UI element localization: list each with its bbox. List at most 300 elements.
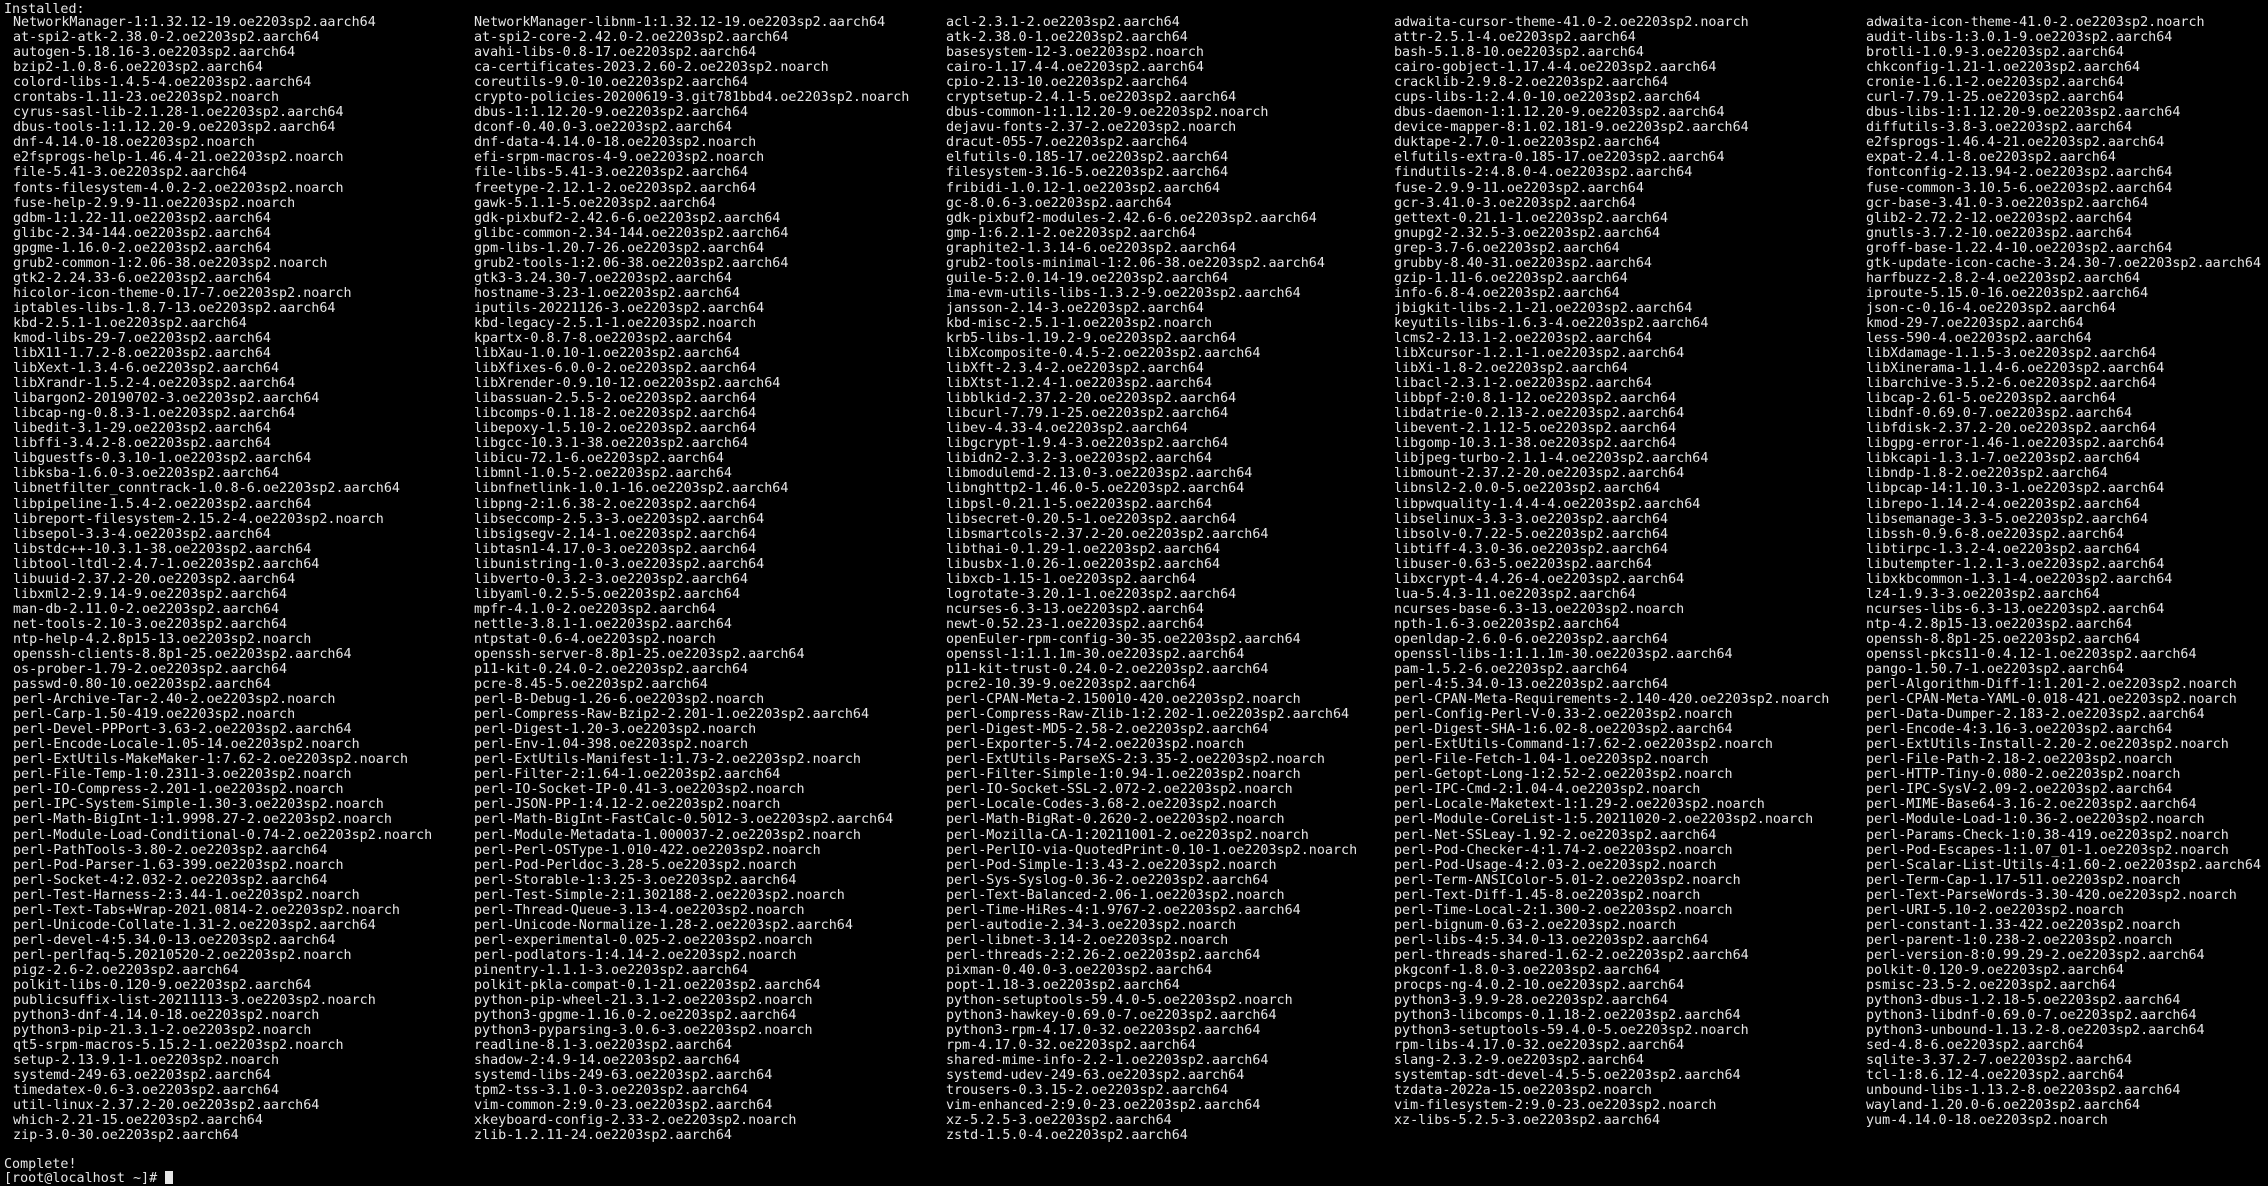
- package-entry: perl-File-Fetch-1.04-1.oe2203sp2.noarch: [1394, 752, 1709, 768]
- package-entry: cairo-1.17.4-4.oe2203sp2.aarch64: [946, 60, 1204, 76]
- package-entry: brotli-1.0.9-3.oe2203sp2.aarch64: [1866, 45, 2124, 61]
- package-column-2: [474, 15, 909, 1144]
- package-entry: readline-8.1-3.oe2203sp2.aarch64: [474, 1038, 732, 1054]
- package-entry: gawk-5.1.1-5.oe2203sp2.aarch64: [474, 195, 716, 211]
- package-entry: zstd-1.5.0-4.oe2203sp2.aarch64: [946, 1128, 1188, 1144]
- package-entry: gdk-pixbuf2-modules-2.42.6-6.oe2203sp2.aarch64: [946, 210, 1317, 226]
- package-entry: bzip2-1.0.8-6.oe2203sp2.aarch64: [13, 60, 263, 76]
- package-entry: gdbm-1:1.22-11.oe2203sp2.aarch64: [13, 210, 271, 226]
- package-entry: ntp-help-4.2.8p15-13.oe2203sp2.noarch: [13, 631, 312, 647]
- package-entry: graphite2-1.3.14-6.oe2203sp2.aarch64: [946, 240, 1237, 256]
- package-entry: perl-libnet-3.14-2.oe2203sp2.noarch: [946, 932, 1229, 948]
- package-entry: python3-3.9.9-28.oe2203sp2.aarch64: [1394, 993, 1669, 1009]
- package-entry: perl-Archive-Tar-2.40-2.oe2203sp2.noarch: [13, 692, 336, 708]
- package-entry: libpwquality-1.4.4-4.oe2203sp2.aarch64: [1394, 496, 1701, 512]
- package-entry: perl-Term-Cap-1.17-511.oe2203sp2.noarch: [1866, 872, 2181, 888]
- package-entry: perl-Text-Tabs+Wrap-2021.0814-2.oe2203sp2.noarch: [13, 902, 400, 918]
- package-entry: perl-IO-Compress-2.201-1.oe2203sp2.noarch: [13, 782, 344, 798]
- package-entry: libxcb-1.15-1.oe2203sp2.aarch64: [946, 571, 1196, 587]
- package-entry: iputils-20221126-3.oe2203sp2.aarch64: [474, 300, 765, 316]
- package-entry: pixman-0.40.0-3.oe2203sp2.aarch64: [946, 962, 1213, 978]
- package-entry: libXcomposite-0.4.5-2.oe2203sp2.aarch64: [946, 346, 1261, 362]
- package-entry: perl-ExtUtils-ParseXS-2:3.35-2.oe2203sp2.noarch: [946, 752, 1325, 768]
- package-entry: chkconfig-1.21-1.oe2203sp2.aarch64: [1866, 60, 2141, 76]
- package-entry: openssl-libs-1:1.1.1m-30.oe2203sp2.aarch64: [1394, 646, 1733, 662]
- package-entry: colord-libs-1.4.5-4.oe2203sp2.aarch64: [13, 75, 312, 91]
- package-entry: perl-threads-shared-1.62-2.oe2203sp2.aarch64: [1394, 947, 1749, 963]
- package-entry: dnf-4.14.0-18.oe2203sp2.noarch: [13, 135, 255, 151]
- package-entry: perl-Test-Harness-2:3.44-1.oe2203sp2.noarch: [13, 887, 360, 903]
- package-entry: less-590-4.oe2203sp2.aarch64: [1866, 330, 2092, 346]
- package-entry: perl-Thread-Queue-3.13-4.oe2203sp2.noarch: [474, 902, 805, 918]
- package-entry: cairo-gobject-1.17.4-4.oe2203sp2.aarch64: [1394, 60, 1717, 76]
- package-entry: glibc-2.34-144.oe2203sp2.aarch64: [13, 225, 271, 241]
- package-entry: perl-parent-1:0.238-2.oe2203sp2.noarch: [1866, 932, 2173, 948]
- package-entry: ca-certificates-2023.2.60-2.oe2203sp2.noarch: [474, 60, 829, 76]
- package-entry: at-spi2-atk-2.38.0-2.oe2203sp2.aarch64: [13, 30, 320, 46]
- package-entry: perl-threads-2:2.26-2.oe2203sp2.aarch64: [946, 947, 1261, 963]
- package-entry: gpgme-1.16.0-2.oe2203sp2.aarch64: [13, 240, 271, 256]
- package-entry: xz-libs-5.2.5-3.oe2203sp2.aarch64: [1394, 1113, 1661, 1129]
- package-entry: libmnl-1.0.5-2.oe2203sp2.aarch64: [474, 466, 732, 482]
- package-entry: perl-Encode-Locale-1.05-14.oe2203sp2.noarch: [13, 737, 360, 753]
- installed-header: Installed:: [4, 2, 85, 17]
- package-entry: setup-2.13.9.1-1.oe2203sp2.noarch: [13, 1053, 280, 1069]
- package-entry: rpm-libs-4.17.0-32.oe2203sp2.aarch64: [1394, 1038, 1685, 1054]
- package-entry: dbus-1:1.12.20-9.oe2203sp2.aarch64: [474, 105, 749, 121]
- package-entry: vim-filesystem-2:9.0-23.oe2203sp2.noarch: [1394, 1098, 1717, 1114]
- package-entry: libsepol-3.3-4.oe2203sp2.aarch64: [13, 526, 271, 542]
- package-entry: basesystem-12-3.oe2203sp2.noarch: [946, 45, 1204, 61]
- package-entry: info-6.8-4.oe2203sp2.aarch64: [1394, 285, 1620, 301]
- package-entry: libverto-0.3.2-3.oe2203sp2.aarch64: [474, 571, 749, 587]
- package-entry: openssh-8.8p1-25.oe2203sp2.aarch64: [1866, 631, 2141, 647]
- package-entry: elfutils-extra-0.185-17.oe2203sp2.aarch64: [1394, 150, 1725, 166]
- package-entry: dnf-data-4.14.0-18.oe2203sp2.noarch: [474, 135, 757, 151]
- package-entry: libacl-2.3.1-2.oe2203sp2.aarch64: [1394, 376, 1652, 392]
- package-entry: perl-Exporter-5.74-2.oe2203sp2.noarch: [946, 737, 1245, 753]
- package-entry: perl-Perl-OSType-1.010-422.oe2203sp2.noarch: [474, 842, 821, 858]
- package-entry: libsmartcols-2.37.2-20.oe2203sp2.aarch64: [946, 526, 1269, 542]
- package-entry: libedit-3.1-29.oe2203sp2.aarch64: [13, 421, 271, 437]
- package-entry: util-linux-2.37.2-20.oe2203sp2.aarch64: [13, 1098, 320, 1114]
- package-entry: perl-Socket-4:2.032-2.oe2203sp2.aarch64: [13, 872, 328, 888]
- package-entry: libnetfilter_conntrack-1.0.8-6.oe2203sp2.aarch64: [13, 481, 400, 497]
- package-entry: p11-kit-0.24.0-2.oe2203sp2.aarch64: [474, 662, 749, 678]
- package-entry: passwd-0.80-10.oe2203sp2.aarch64: [13, 677, 271, 693]
- package-entry: libXrender-0.9.10-12.oe2203sp2.aarch64: [474, 376, 781, 392]
- package-entry: libdnf-0.69.0-7.oe2203sp2.aarch64: [1866, 406, 2133, 422]
- package-entry: tpm2-tss-3.1.0-3.oe2203sp2.aarch64: [474, 1083, 749, 1099]
- package-entry: libseccomp-2.5.3-3.oe2203sp2.aarch64: [474, 511, 765, 527]
- package-entry: libndp-1.8-2.oe2203sp2.aarch64: [1866, 466, 2108, 482]
- package-entry: xkeyboard-config-2.33-2.oe2203sp2.noarch: [474, 1113, 797, 1129]
- package-entry: perl-File-Path-2.18-2.oe2203sp2.noarch: [1866, 752, 2173, 768]
- package-entry: json-c-0.16-4.oe2203sp2.aarch64: [1866, 300, 2116, 316]
- package-column-5: [1866, 15, 2261, 1128]
- package-entry: wayland-1.20.0-6.oe2203sp2.aarch64: [1866, 1098, 2141, 1114]
- package-entry: ncurses-6.3-13.oe2203sp2.aarch64: [946, 601, 1204, 617]
- package-entry: pam-1.5.2-6.oe2203sp2.aarch64: [1394, 662, 1628, 678]
- package-entry: perl-Algorithm-Diff-1:1.201-2.oe2203sp2.noarch: [1866, 677, 2237, 693]
- package-entry: guile-5:2.0.14-19.oe2203sp2.aarch64: [946, 270, 1229, 286]
- package-column-3: [946, 15, 1357, 1144]
- package-entry: gtk3-3.24.30-7.oe2203sp2.aarch64: [474, 270, 732, 286]
- package-entry: os-prober-1.79-2.oe2203sp2.aarch64: [13, 662, 288, 678]
- shell-prompt[interactable]: [4, 1171, 173, 1186]
- package-entry: mpfr-4.1.0-2.oe2203sp2.aarch64: [474, 601, 716, 617]
- package-entry: libevent-2.1.12-5.oe2203sp2.aarch64: [1394, 421, 1677, 437]
- package-entry: python3-unbound-1.13.2-8.oe2203sp2.aarch64: [1866, 1023, 2205, 1039]
- package-entry: libcap-ng-0.8.3-1.oe2203sp2.aarch64: [13, 406, 296, 422]
- package-entry: vim-common-2:9.0-23.oe2203sp2.aarch64: [474, 1098, 773, 1114]
- package-entry: crypto-policies-20200619-3.git781bbd4.oe2203sp2.noarch: [474, 90, 910, 106]
- package-entry: perl-Math-BigInt-1:1.9998.27-2.oe2203sp2.noarch: [13, 812, 392, 828]
- package-entry: python3-setuptools-59.4.0-5.oe2203sp2.noarch: [1394, 1023, 1749, 1039]
- package-entry: perl-Pod-Usage-4:2.03-2.oe2203sp2.noarch: [1394, 857, 1717, 873]
- package-entry: libreport-filesystem-2.15.2-4.oe2203sp2.noarch: [13, 511, 384, 527]
- package-entry: unbound-libs-1.13.2-8.oe2203sp2.aarch64: [1866, 1083, 2181, 1099]
- package-entry: adwaita-icon-theme-41.0-2.oe2203sp2.noarch: [1866, 15, 2205, 30]
- package-entry: python3-libdnf-0.69.0-7.oe2203sp2.aarch64: [1866, 1008, 2197, 1024]
- package-entry: man-db-2.11.0-2.oe2203sp2.aarch64: [13, 601, 280, 617]
- package-entry: perl-CPAN-Meta-2.150010-420.oe2203sp2.noarch: [946, 692, 1301, 708]
- package-entry: npth-1.6-3.oe2203sp2.aarch64: [1394, 616, 1620, 632]
- package-entry: openssh-server-8.8p1-25.oe2203sp2.aarch64: [474, 646, 805, 662]
- package-entry: perl-B-Debug-1.26-6.oe2203sp2.noarch: [474, 692, 765, 708]
- package-entry: libsecret-0.20.5-1.oe2203sp2.aarch64: [946, 511, 1237, 527]
- package-entry: grub2-tools-1:2.06-38.oe2203sp2.aarch64: [474, 255, 789, 271]
- package-entry: perl-Locale-Maketext-1:1.29-2.oe2203sp2.noarch: [1394, 797, 1765, 813]
- package-entry: perl-Term-ANSIColor-5.01-2.oe2203sp2.noarch: [1394, 872, 1741, 888]
- package-entry: perl-Text-Diff-1.45-8.oe2203sp2.noarch: [1394, 887, 1701, 903]
- package-entry: perl-PerlIO-via-QuotedPrint-0.10-1.oe2203sp2.noarch: [946, 842, 1358, 858]
- package-columns: [0, 15, 2268, 1144]
- package-entry: polkit-libs-0.120-9.oe2203sp2.aarch64: [13, 978, 312, 993]
- package-entry: libXi-1.8-2.oe2203sp2.aarch64: [1394, 361, 1628, 377]
- package-entry: perl-podlators-1:4.14-2.oe2203sp2.noarch: [474, 947, 797, 963]
- package-entry: fontconfig-2.13.94-2.oe2203sp2.aarch64: [1866, 165, 2173, 181]
- package-entry: hostname-3.23-1.oe2203sp2.aarch64: [474, 285, 741, 301]
- package-entry: avahi-libs-0.8-17.oe2203sp2.aarch64: [474, 45, 757, 61]
- package-entry: gnutls-3.7.2-10.oe2203sp2.aarch64: [1866, 225, 2133, 241]
- package-entry: libXinerama-1.1.4-6.oe2203sp2.aarch64: [1866, 361, 2165, 377]
- package-entry: libXdamage-1.1.5-3.oe2203sp2.aarch64: [1866, 346, 2157, 362]
- package-entry: pcre2-10.39-9.oe2203sp2.aarch64: [946, 677, 1196, 693]
- package-entry: libicu-72.1-6.oe2203sp2.aarch64: [474, 451, 724, 467]
- package-entry: libtasn1-4.17.0-3.oe2203sp2.aarch64: [474, 541, 757, 557]
- package-entry: file-libs-5.41-3.oe2203sp2.aarch64: [474, 165, 749, 181]
- package-entry: kbd-2.5.1-1.oe2203sp2.aarch64: [13, 315, 247, 331]
- package-entry: libfdisk-2.37.2-20.oe2203sp2.aarch64: [1866, 421, 2157, 437]
- package-entry: logrotate-3.20.1-1.oe2203sp2.aarch64: [946, 586, 1237, 602]
- package-entry: freetype-2.12.1-2.oe2203sp2.aarch64: [474, 180, 757, 196]
- package-entry: libkcapi-1.3.1-7.oe2203sp2.aarch64: [1866, 451, 2141, 467]
- package-entry: kbd-legacy-2.5.1-1.oe2203sp2.noarch: [474, 315, 757, 331]
- package-entry: libgomp-10.3.1-38.oe2203sp2.aarch64: [1394, 436, 1677, 452]
- package-entry: NetworkManager-1:1.32.12-19.oe2203sp2.aarch64: [13, 15, 376, 30]
- package-entry: fuse-help-2.9.9-11.oe2203sp2.noarch: [13, 195, 296, 211]
- package-entry: gdk-pixbuf2-2.42.6-6.oe2203sp2.aarch64: [474, 210, 781, 226]
- complete-message: Complete!: [4, 1157, 77, 1172]
- package-entry: perl-Env-1.04-398.oe2203sp2.noarch: [474, 737, 749, 753]
- package-entry: perl-Filter-2:1.64-1.oe2203sp2.aarch64: [474, 767, 781, 783]
- package-entry: libepoxy-1.5.10-2.oe2203sp2.aarch64: [474, 421, 757, 437]
- package-entry: grub2-tools-minimal-1:2.06-38.oe2203sp2.aarch64: [946, 255, 1325, 271]
- package-entry: libffi-3.4.2-8.oe2203sp2.aarch64: [13, 436, 271, 452]
- package-entry: perl-Unicode-Collate-1.31-2.oe2203sp2.aarch64: [13, 917, 376, 933]
- package-entry: autogen-5.18.16-3.oe2203sp2.aarch64: [13, 45, 296, 61]
- package-entry: psmisc-23.5-2.oe2203sp2.aarch64: [1866, 978, 2116, 993]
- prompt-text: [root@localhost ~]#: [4, 1171, 158, 1186]
- package-entry: libsolv-0.7.22-5.oe2203sp2.aarch64: [1394, 526, 1669, 542]
- package-entry: perl-Locale-Codes-3.68-2.oe2203sp2.noarch: [946, 797, 1277, 813]
- package-entry: filesystem-3.16-5.oe2203sp2.aarch64: [946, 165, 1229, 181]
- package-entry: perl-Pod-Checker-4:1.74-2.oe2203sp2.noarch: [1394, 842, 1733, 858]
- package-entry: kpartx-0.8.7-8.oe2203sp2.aarch64: [474, 330, 732, 346]
- package-entry: perl-Module-Metadata-1.000037-2.oe2203sp2.noarch: [474, 827, 861, 843]
- package-entry: systemtap-sdt-devel-4.5-5.oe2203sp2.aarch64: [1394, 1068, 1741, 1084]
- package-entry: perl-HTTP-Tiny-0.080-2.oe2203sp2.noarch: [1866, 767, 2181, 783]
- package-entry: perl-Pod-Escapes-1:1.07_01-1.oe2203sp2.noarch: [1866, 842, 2229, 858]
- package-entry: gzip-1.11-6.oe2203sp2.aarch64: [1394, 270, 1628, 286]
- package-entry: perl-constant-1.33-422.oe2203sp2.noarch: [1866, 917, 2181, 933]
- package-entry: ima-evm-utils-libs-1.3.2-9.oe2203sp2.aarch64: [946, 285, 1301, 301]
- package-entry: dconf-0.40.0-3.oe2203sp2.aarch64: [474, 120, 732, 136]
- package-entry: perl-Math-BigInt-FastCalc-0.5012-3.oe2203sp2.aarch64: [474, 812, 894, 828]
- package-entry: perl-IPC-SysV-2.09-2.oe2203sp2.aarch64: [1866, 782, 2173, 798]
- package-entry: attr-2.5.1-4.oe2203sp2.aarch64: [1394, 30, 1636, 46]
- package-entry: perl-Storable-1:3.25-3.oe2203sp2.aarch64: [474, 872, 797, 888]
- package-entry: perl-Mozilla-CA-1:20211001-2.oe2203sp2.noarch: [946, 827, 1309, 843]
- package-entry: yum-4.14.0-18.oe2203sp2.noarch: [1866, 1113, 2108, 1129]
- package-entry: lcms2-2.13.1-2.oe2203sp2.aarch64: [1394, 330, 1652, 346]
- package-entry: gpm-libs-1.20.7-26.oe2203sp2.aarch64: [474, 240, 765, 256]
- package-entry: openssl-1:1.1.1m-30.oe2203sp2.aarch64: [946, 646, 1245, 662]
- package-entry: ntpstat-0.6-4.oe2203sp2.noarch: [474, 631, 716, 647]
- package-entry: libnfnetlink-1.0.1-16.oe2203sp2.aarch64: [474, 481, 789, 497]
- package-entry: iproute-5.15.0-16.oe2203sp2.aarch64: [1866, 285, 2149, 301]
- package-entry: libuser-0.63-5.oe2203sp2.aarch64: [1394, 556, 1652, 572]
- package-entry: libutempter-1.2.1-3.oe2203sp2.aarch64: [1866, 556, 2165, 572]
- package-entry: elfutils-0.185-17.oe2203sp2.aarch64: [946, 150, 1229, 166]
- package-entry: e2fsprogs-help-1.46.4-21.oe2203sp2.noarch: [13, 150, 344, 166]
- package-column-4: [1394, 15, 1829, 1128]
- package-entry: qt5-srpm-macros-5.15.2-1.oe2203sp2.noarch: [13, 1038, 344, 1054]
- package-entry: polkit-0.120-9.oe2203sp2.aarch64: [1866, 962, 2124, 978]
- package-entry: fribidi-1.0.12-1.oe2203sp2.aarch64: [946, 180, 1221, 196]
- package-entry: lua-5.4.3-11.oe2203sp2.aarch64: [1394, 586, 1636, 602]
- package-entry: krb5-libs-1.19.2-9.oe2203sp2.aarch64: [946, 330, 1237, 346]
- package-entry: perl-ExtUtils-Command-1:7.62-2.oe2203sp2.noarch: [1394, 737, 1773, 753]
- package-entry: libnsl2-2.0.0-5.oe2203sp2.aarch64: [1394, 481, 1661, 497]
- package-entry: dbus-common-1:1.12.20-9.oe2203sp2.noarch: [946, 105, 1269, 121]
- package-entry: libX11-1.7.2-8.oe2203sp2.aarch64: [13, 346, 271, 362]
- package-entry: gettext-0.21.1-1.oe2203sp2.aarch64: [1394, 210, 1669, 226]
- package-entry: rpm-4.17.0-32.oe2203sp2.aarch64: [946, 1038, 1196, 1054]
- package-entry: adwaita-cursor-theme-41.0-2.oe2203sp2.noarch: [1394, 15, 1749, 30]
- package-entry: libarchive-3.5.2-6.oe2203sp2.aarch64: [1866, 376, 2157, 392]
- package-entry: curl-7.79.1-25.oe2203sp2.aarch64: [1866, 90, 2124, 106]
- package-entry: xz-5.2.5-3.oe2203sp2.aarch64: [946, 1113, 1172, 1129]
- package-entry: libthai-0.1.29-1.oe2203sp2.aarch64: [946, 541, 1221, 557]
- package-entry: perl-Sys-Syslog-0.36-2.oe2203sp2.aarch64: [946, 872, 1269, 888]
- package-entry: dbus-tools-1:1.12.20-9.oe2203sp2.aarch64: [13, 120, 336, 136]
- package-entry: perl-CPAN-Meta-YAML-0.018-421.oe2203sp2.noarch: [1866, 692, 2237, 708]
- package-entry: sed-4.8-6.oe2203sp2.aarch64: [1866, 1038, 2084, 1054]
- package-entry: perl-Digest-MD5-2.58-2.oe2203sp2.aarch64: [946, 722, 1269, 738]
- package-entry: perl-IO-Socket-SSL-2.072-2.oe2203sp2.noarch: [946, 782, 1293, 798]
- package-entry: glibc-common-2.34-144.oe2203sp2.aarch64: [474, 225, 789, 241]
- package-entry: perl-Time-HiRes-4:1.9767-2.oe2203sp2.aarch64: [946, 902, 1301, 918]
- package-entry: dbus-libs-1:1.12.20-9.oe2203sp2.aarch64: [1866, 105, 2181, 121]
- package-entry: libXfixes-6.0.0-2.oe2203sp2.aarch64: [474, 361, 757, 377]
- package-entry: kmod-libs-29-7.oe2203sp2.aarch64: [13, 330, 271, 346]
- package-entry: libXft-2.3.4-2.oe2203sp2.aarch64: [946, 361, 1204, 377]
- package-entry: fonts-filesystem-4.0.2-2.oe2203sp2.noarch: [13, 180, 344, 196]
- package-entry: gmp-1:6.2.1-2.oe2203sp2.aarch64: [946, 225, 1196, 241]
- package-entry: atk-2.38.0-1.oe2203sp2.aarch64: [946, 30, 1188, 46]
- package-entry: perl-autodie-2.34-3.oe2203sp2.noarch: [946, 917, 1237, 933]
- package-entry: libXrandr-1.5.2-4.oe2203sp2.aarch64: [13, 376, 296, 392]
- package-entry: libassuan-2.5.5-2.oe2203sp2.aarch64: [474, 391, 757, 407]
- package-entry: libtirpc-1.3.2-4.oe2203sp2.aarch64: [1866, 541, 2141, 557]
- package-entry: pkgconf-1.8.0-3.oe2203sp2.aarch64: [1394, 962, 1661, 978]
- package-entry: perl-bignum-0.63-2.oe2203sp2.noarch: [1394, 917, 1677, 933]
- package-entry: perl-ExtUtils-Manifest-1:1.73-2.oe2203sp2.noarch: [474, 752, 861, 768]
- package-entry: pcre-8.45-5.oe2203sp2.aarch64: [474, 677, 708, 693]
- package-entry: libusbx-1.0.26-1.oe2203sp2.aarch64: [946, 556, 1221, 572]
- package-entry: grubby-8.40-31.oe2203sp2.aarch64: [1394, 255, 1652, 271]
- package-entry: libxcrypt-4.4.26-4.oe2203sp2.aarch64: [1394, 571, 1685, 587]
- package-entry: perl-IPC-System-Simple-1.30-3.oe2203sp2.noarch: [13, 797, 384, 813]
- package-entry: libuuid-2.37.2-20.oe2203sp2.aarch64: [13, 571, 296, 587]
- package-entry: dbus-daemon-1:1.12.20-9.oe2203sp2.aarch64: [1394, 105, 1725, 121]
- package-entry: vim-enhanced-2:9.0-23.oe2203sp2.aarch64: [946, 1098, 1261, 1114]
- package-entry: lz4-1.9.3-3.oe2203sp2.aarch64: [1866, 586, 2100, 602]
- package-entry: libyaml-0.2.5-5.oe2203sp2.aarch64: [474, 586, 741, 602]
- package-entry: libnghttp2-1.46.0-5.oe2203sp2.aarch64: [946, 481, 1245, 497]
- package-entry: systemd-udev-249-63.oe2203sp2.aarch64: [946, 1068, 1245, 1084]
- package-entry: coreutils-9.0-10.oe2203sp2.aarch64: [474, 75, 749, 91]
- package-entry: python3-gpgme-1.16.0-2.oe2203sp2.aarch64: [474, 1008, 797, 1024]
- package-entry: libpsl-0.21.1-5.oe2203sp2.aarch64: [946, 496, 1213, 512]
- package-entry: gc-8.0.6-3.oe2203sp2.aarch64: [946, 195, 1172, 211]
- package-entry: perl-Text-ParseWords-3.30-420.oe2203sp2.noarch: [1866, 887, 2237, 903]
- package-entry: libsigsegv-2.14-1.oe2203sp2.aarch64: [474, 526, 757, 542]
- text-cursor: [165, 1171, 173, 1184]
- package-entry: python3-dnf-4.14.0-18.oe2203sp2.noarch: [13, 1008, 320, 1024]
- package-entry: libxml2-2.9.14-9.oe2203sp2.aarch64: [13, 586, 288, 602]
- package-entry: gtk2-2.24.33-6.oe2203sp2.aarch64: [13, 270, 271, 286]
- package-entry: polkit-pkla-compat-0.1-21.oe2203sp2.aarch64: [474, 978, 821, 993]
- package-entry: libpcap-14:1.10.3-1.oe2203sp2.aarch64: [1866, 481, 2165, 497]
- package-entry: gcr-3.41.0-3.oe2203sp2.aarch64: [1394, 195, 1636, 211]
- package-entry: crontabs-1.11-23.oe2203sp2.noarch: [13, 90, 280, 106]
- package-entry: perl-Compress-Raw-Zlib-1:2.202-1.oe2203sp2.aarch64: [946, 707, 1350, 723]
- package-entry: perl-Devel-PPPort-3.63-2.oe2203sp2.aarch64: [13, 722, 352, 738]
- package-entry: libmount-2.37.2-20.oe2203sp2.aarch64: [1394, 466, 1685, 482]
- package-entry: libargon2-20190702-3.oe2203sp2.aarch64: [13, 391, 320, 407]
- package-entry: perl-Unicode-Normalize-1.28-2.oe2203sp2.aarch64: [474, 917, 853, 933]
- package-entry: perl-libs-4:5.34.0-13.oe2203sp2.aarch64: [1394, 932, 1709, 948]
- package-entry: pigz-2.6-2.oe2203sp2.aarch64: [13, 962, 239, 978]
- package-entry: p11-kit-trust-0.24.0-2.oe2203sp2.aarch64: [946, 662, 1269, 678]
- package-entry: perl-Module-CoreList-1:5.20211020-2.oe2203sp2.noarch: [1394, 812, 1814, 828]
- package-entry: gnupg2-2.32.5-3.oe2203sp2.aarch64: [1394, 225, 1661, 241]
- package-entry: NetworkManager-libnm-1:1.32.12-19.oe2203sp2.aarch64: [474, 15, 886, 30]
- package-entry: shared-mime-info-2.2-1.oe2203sp2.aarch64: [946, 1053, 1269, 1069]
- package-entry: keyutils-libs-1.6.3-4.oe2203sp2.aarch64: [1394, 315, 1709, 331]
- package-entry: jbigkit-libs-2.1-21.oe2203sp2.aarch64: [1394, 300, 1693, 316]
- package-entry: python3-pip-21.3.1-2.oe2203sp2.noarch: [13, 1023, 312, 1039]
- package-entry: libjpeg-turbo-2.1.1-4.oe2203sp2.aarch64: [1394, 451, 1709, 467]
- package-entry: iptables-libs-1.8.7-13.oe2203sp2.aarch64: [13, 300, 336, 316]
- package-entry: libgcc-10.3.1-38.oe2203sp2.aarch64: [474, 436, 749, 452]
- package-entry: libev-4.33-4.oe2203sp2.aarch64: [946, 421, 1188, 437]
- package-entry: libXau-1.0.10-1.oe2203sp2.aarch64: [474, 346, 741, 362]
- package-entry: perl-Pod-Parser-1.63-399.oe2203sp2.noarch: [13, 857, 344, 873]
- package-entry: jansson-2.14-3.oe2203sp2.aarch64: [946, 300, 1204, 316]
- package-entry: perl-Params-Check-1:0.38-419.oe2203sp2.noarch: [1866, 827, 2229, 843]
- package-entry: trousers-0.3.15-2.oe2203sp2.aarch64: [946, 1083, 1229, 1099]
- package-entry: perl-Time-Local-2:1.300-2.oe2203sp2.noarch: [1394, 902, 1733, 918]
- package-entry: perl-Test-Simple-2:1.302188-2.oe2203sp2.noarch: [474, 887, 845, 903]
- package-entry: python3-pyparsing-3.0.6-3.oe2203sp2.noarch: [474, 1023, 813, 1039]
- package-entry: zip-3.0-30.oe2203sp2.aarch64: [13, 1128, 239, 1144]
- package-entry: perl-Text-Balanced-2.06-1.oe2203sp2.noarch: [946, 887, 1285, 903]
- package-entry: perl-4:5.34.0-13.oe2203sp2.aarch64: [1394, 677, 1669, 693]
- package-entry: libksba-1.6.0-3.oe2203sp2.aarch64: [13, 466, 280, 482]
- package-entry: zlib-1.2.11-24.oe2203sp2.aarch64: [474, 1128, 732, 1144]
- package-entry: libbpf-2:0.8.1-12.oe2203sp2.aarch64: [1394, 391, 1677, 407]
- package-entry: libXtst-1.2.4-1.oe2203sp2.aarch64: [946, 376, 1213, 392]
- package-entry: grub2-common-1:2.06-38.oe2203sp2.noarch: [13, 255, 328, 271]
- package-entry: perl-Pod-Perldoc-3.28-5.oe2203sp2.noarch: [474, 857, 797, 873]
- package-entry: gtk-update-icon-cache-3.24.30-7.oe2203sp2.aarch64: [1866, 255, 2262, 271]
- package-entry: cups-libs-1:2.4.0-10.oe2203sp2.aarch64: [1394, 90, 1701, 106]
- package-entry: hicolor-icon-theme-0.17-7.oe2203sp2.noarch: [13, 285, 352, 301]
- package-entry: perl-Module-Load-1:0.36-2.oe2203sp2.noarch: [1866, 812, 2205, 828]
- package-entry: perl-Getopt-Long-1:2.52-2.oe2203sp2.noarch: [1394, 767, 1733, 783]
- package-entry: libcomps-0.1.18-2.oe2203sp2.aarch64: [474, 406, 757, 422]
- package-entry: python3-libcomps-0.1.18-2.oe2203sp2.aarch64: [1394, 1008, 1741, 1024]
- package-entry: perl-MIME-Base64-3.16-2.oe2203sp2.aarch64: [1866, 797, 2197, 813]
- package-entry: perl-Scalar-List-Utils-4:1.60-2.oe2203sp2.aarch64: [1866, 857, 2262, 873]
- package-entry: perl-JSON-PP-1:4.12-2.oe2203sp2.noarch: [474, 797, 781, 813]
- package-entry: libsemanage-3.3-5.oe2203sp2.aarch64: [1866, 511, 2149, 527]
- package-entry: shadow-2:4.9-14.oe2203sp2.aarch64: [474, 1053, 741, 1069]
- package-entry: openEuler-rpm-config-30-35.oe2203sp2.aarch64: [946, 631, 1301, 647]
- package-entry: slang-2.3.2-9.oe2203sp2.aarch64: [1394, 1053, 1644, 1069]
- package-entry: fuse-2.9.9-11.oe2203sp2.aarch64: [1394, 180, 1644, 196]
- package-entry: nettle-3.8.1-1.oe2203sp2.aarch64: [474, 616, 732, 632]
- package-entry: libpng-2:1.6.38-2.oe2203sp2.aarch64: [474, 496, 757, 512]
- package-entry: newt-0.52.23-1.oe2203sp2.aarch64: [946, 616, 1204, 632]
- package-entry: libguestfs-0.3.10-1.oe2203sp2.aarch64: [13, 451, 312, 467]
- package-entry: perl-perlfaq-5.20210520-2.oe2203sp2.noarch: [13, 947, 352, 963]
- package-entry: perl-CPAN-Meta-Requirements-2.140-420.oe2203sp2.noarch: [1394, 692, 1830, 708]
- package-entry: perl-Compress-Raw-Bzip2-2.201-1.oe2203sp2.aarch64: [474, 707, 870, 723]
- package-entry: fuse-common-3.10.5-6.oe2203sp2.aarch64: [1866, 180, 2173, 196]
- package-entry: acl-2.3.1-2.oe2203sp2.aarch64: [946, 15, 1180, 30]
- package-entry: libtiff-4.3.0-36.oe2203sp2.aarch64: [1394, 541, 1669, 557]
- package-entry: perl-File-Temp-1:0.2311-3.oe2203sp2.noarch: [13, 767, 352, 783]
- package-entry: diffutils-3.8-3.oe2203sp2.aarch64: [1866, 120, 2133, 136]
- package-entry: libmodulemd-2.13.0-3.oe2203sp2.aarch64: [946, 466, 1253, 482]
- package-entry: pinentry-1.1.1-3.oe2203sp2.aarch64: [474, 962, 749, 978]
- package-entry: openldap-2.6.0-6.oe2203sp2.aarch64: [1394, 631, 1669, 647]
